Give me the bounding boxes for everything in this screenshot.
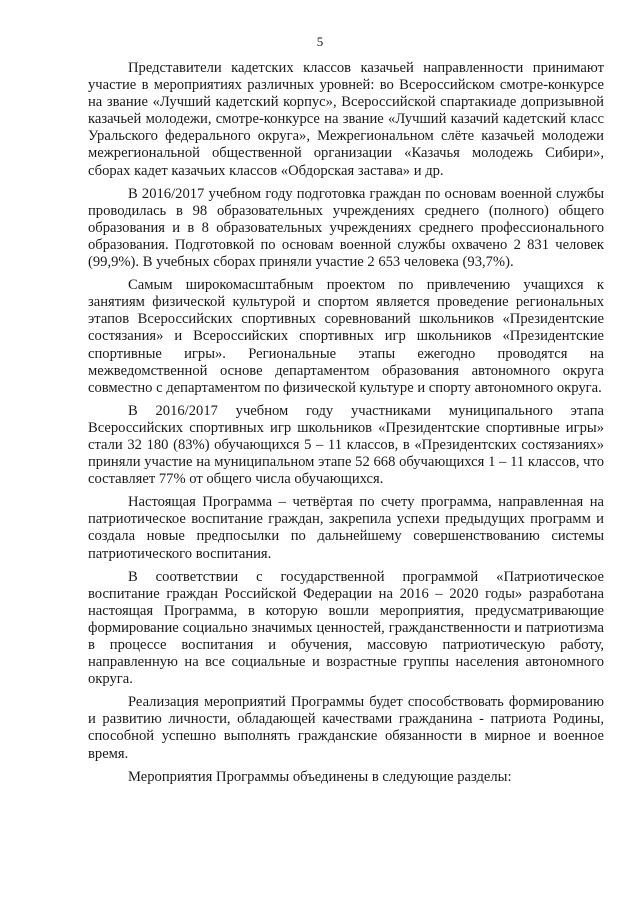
paragraph-sports-participants: В 2016/2017 учебном году участниками муниципального этапа Всероссийских спортивных игр школьников «Президентские спортивные игры» стали 32 180 (83%) обучающихся 5 – 11 классов, в «Президентских состязаниях» приняли участие на муниципальном этапе 52 668 обучающихся 1 – 11 классов, что составляет 77% от общего числа обучающихся. [88,402,604,488]
paragraph-implementation: Реализация мероприятий Программы будет способствовать формированию и развитию личности, обладающей качествами гражданина - патриота Родины, способной успешно выполнять гражданские обязанности в мирное и военное время. [88,694,604,762]
document-body [88,60,604,792]
paragraph-military-training: В 2016/2017 учебном году подготовка граждан по основам военной службы проводилась в 98 образовательных учреждениях среднего (полного) общего образования и в 8 образовательных учреждениях среднего профессионального образования. Подготовкой по основам военной службы охвачено 2 831 человек (99,9%). В учебных сборах приняли участие 2 653 человека (93,7%). [88,185,604,271]
paragraph-fourth-program: Настоящая Программа – четвёртая по счету программа, направленная на патриотическое воспитание граждан, закрепила успехи предыдущих программ и создала новые предпосылки по дальнейшему совершенствованию системы патриотического воспитания. [88,494,604,562]
paragraph-cadet-classes: Представители кадетских классов казачьей направленности принимают участие в мероприятиях различных уровней: во Всероссийском смотре-конкурсе на звание «Лучший кадетский корпус», Всероссийской спартакиаде допризывной казачьей молодежи, смотре-конкурсе на звание «Лучший казачий кадетский класс Уральского федерального округа», Межрегиональном слёте казачьей молодежи межрегиональной общественной организации «Казачья молодежь Сибири», сборах кадет казачьих классов «Обдорская застава» и др. [88,60,604,179]
paragraph-sports-project: Самым широкомасштабным проектом по привлечению учащихся к занятиям физической культурой и спортом является проведение региональных этапов Всероссийских спортивных соревнований школьников «Президентские состязания» и Всероссийских спортивных игр школьников «Президентские спортивные игры». Региональные этапы ежегодно проводятся на межведомственной основе департаментом образования автономного округа совместно с департаментом по физической культуре и спорту автономного округа. [88,277,604,396]
page-number: 5 [316,34,324,49]
paragraph-sections-intro: Мероприятия Программы объединены в следующие разделы: [128,768,512,785]
paragraph-state-program: В соответствии с государственной программой «Патриотическое воспитание граждан Российской Федерации на 2016 – 2020 годы» разработана настоящая Программа, в которую вошли мероприятия, предусматривающие формирование социально значимых ценностей, гражданственности и патриотизма в процессе воспитания и обучения, массовую патриотическую работу, направленную на все социальные и возрастные группы населения автономного округа. [88,568,604,688]
